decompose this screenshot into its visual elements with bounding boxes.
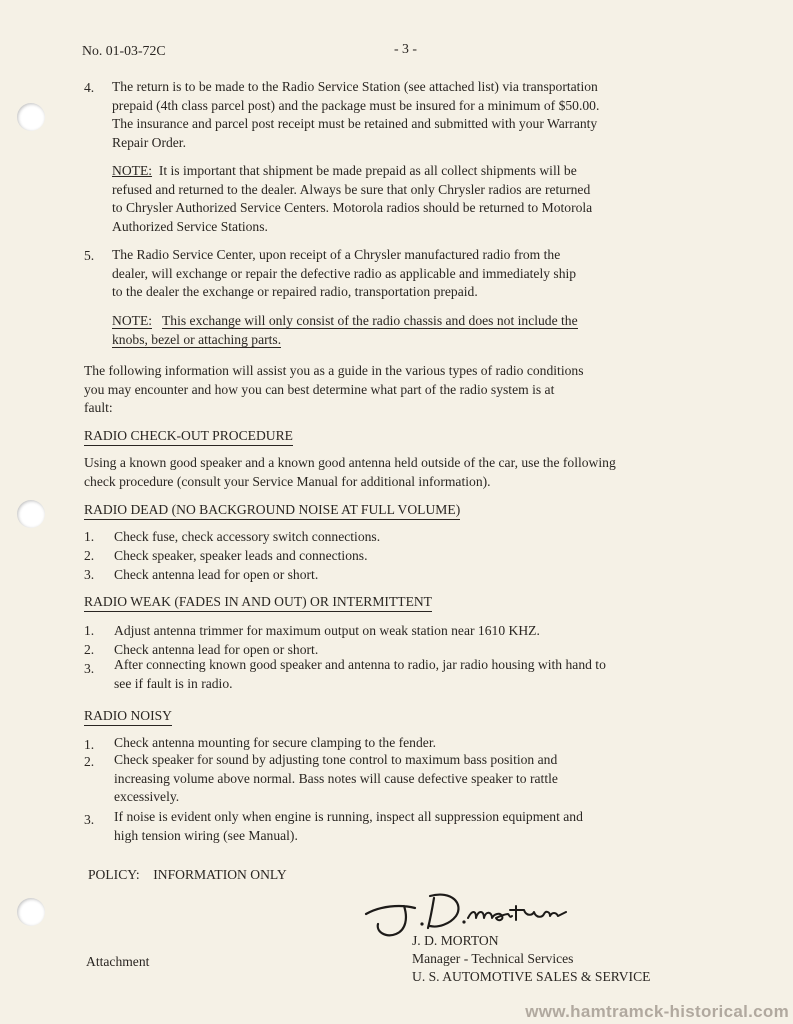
item-4-note: [112, 162, 728, 236]
text-line: prepaid (4th class parcel post) and the package must be insured for a minimum of $50.00.: [112, 97, 600, 113]
list-item: 1.: [84, 529, 95, 544]
list-item-text: Check antenna mounting for secure clamping to the fender.: [114, 735, 436, 750]
list-item-text: Check fuse, check accessory switch connections.: [114, 529, 381, 544]
section-heading: RADIO DEAD (NO BACKGROUND NOISE AT FULL VOLUME): [84, 502, 460, 520]
list-item: 2.: [84, 548, 95, 563]
text-line: high tension wiring (see Manual).: [114, 827, 298, 843]
note-label: NOTE:: [112, 163, 153, 178]
list-item-text: [114, 751, 728, 807]
text-line: The following information will assist you as a guide in the various types of radio conditions: [84, 363, 584, 378]
signer-department: U. S. AUTOMOTIVE SALES & SERVICE: [412, 969, 651, 984]
punch-hole: [17, 500, 45, 528]
text-line: Authorized Service Stations.: [112, 218, 268, 234]
text-line: increasing volume above normal. Bass notes will cause defective speaker to rattle: [114, 770, 558, 786]
watermark: www.hamtramck-historical.com: [525, 1002, 789, 1021]
text-line: Using a known good speaker and a known good antenna held outside of the car, use the following: [84, 455, 616, 470]
list-item: 3.: [84, 812, 95, 827]
text-line: knobs, bezel or attaching parts.: [112, 331, 282, 347]
text-line: The Radio Service Center, upon receipt of a Chrysler manufactured radio from the: [112, 247, 561, 262]
text-line: to Chrysler Authorized Service Centers. Motorola radios should be returned to Motorola: [112, 200, 593, 216]
section-heading: RADIO WEAK (FADES IN AND OUT) OR INTERMITTENT: [84, 594, 432, 612]
item-5-note: [112, 312, 728, 349]
item-number: 4.: [84, 80, 95, 95]
text-line: fault:: [84, 400, 113, 416]
list-item: 2.: [84, 754, 95, 769]
punch-hole: [17, 898, 45, 926]
list-item: 1.: [84, 623, 95, 638]
item-4-text: [112, 78, 728, 152]
policy-label: POLICY:: [88, 867, 140, 882]
item-number: 5.: [84, 248, 95, 263]
checkout-paragraph: [84, 454, 728, 491]
policy-value: INFORMATION ONLY: [153, 867, 287, 882]
note-label: NOTE:: [112, 313, 153, 328]
text-line: dealer, will exchange or repair the defective radio as applicable and immediately ship: [112, 265, 577, 281]
list-item: 3.: [84, 567, 95, 582]
attachment-label: Attachment: [86, 954, 150, 969]
list-item-text: Check antenna lead for open or short.: [114, 567, 319, 582]
text-line: Repair Order.: [112, 134, 186, 150]
text-line: This exchange will only consist of the radio chassis and does not include the: [161, 313, 578, 328]
section-heading: RADIO CHECK-OUT PROCEDURE: [84, 428, 293, 446]
text-line: check procedure (consult your Service Manual for additional information).: [84, 473, 491, 489]
list-item-text: [114, 808, 728, 845]
list-item-text: Check antenna lead for open or short.: [114, 642, 319, 657]
text-line: Check speaker for sound by adjusting tone control to maximum bass position and: [114, 752, 558, 767]
text-line: excessively.: [114, 789, 180, 805]
page-number: - 3 -: [394, 41, 417, 56]
list-item-text: [114, 656, 728, 693]
list-item: 1.: [84, 737, 95, 752]
section-heading: RADIO NOISY: [84, 708, 172, 726]
text-line: The insurance and parcel post receipt must be retained and submitted with your Warranty: [112, 116, 598, 132]
signer-title: Manager - Technical Services: [412, 951, 574, 966]
text-line: to the dealer the exchange or repaired radio, transportation prepaid.: [112, 284, 478, 300]
policy-line: [88, 867, 287, 883]
text-line: refused and returned to the dealer. Always be sure that only Chrysler radios are returned: [112, 181, 591, 197]
list-item: 2.: [84, 642, 95, 657]
list-item-text: Adjust antenna trimmer for maximum output on weak station near 1610 KHZ.: [114, 623, 540, 638]
text-line: After connecting known good speaker and antenna to radio, jar radio housing with hand to: [114, 657, 606, 672]
punch-hole: [17, 103, 45, 131]
item-5-text: [112, 246, 728, 302]
text-line: It is important that shipment be made prepaid as all collect shipments will be: [158, 163, 577, 178]
document-number: No. 01-03-72C: [82, 43, 166, 58]
list-item-text: Check speaker, speaker leads and connections.: [114, 548, 368, 563]
text-line: If noise is evident only when engine is running, inspect all suppression equipment and: [114, 809, 583, 824]
signer-name: J. D. MORTON: [412, 933, 499, 948]
list-item: 3.: [84, 661, 95, 676]
text-line: see if fault is in radio.: [114, 675, 233, 691]
text-line: The return is to be made to the Radio Service Station (see attached list) via transportation: [112, 79, 598, 94]
intro-paragraph: [84, 362, 728, 418]
text-line: you may encounter and how you can best determine what part of the radio system is at: [84, 381, 555, 397]
